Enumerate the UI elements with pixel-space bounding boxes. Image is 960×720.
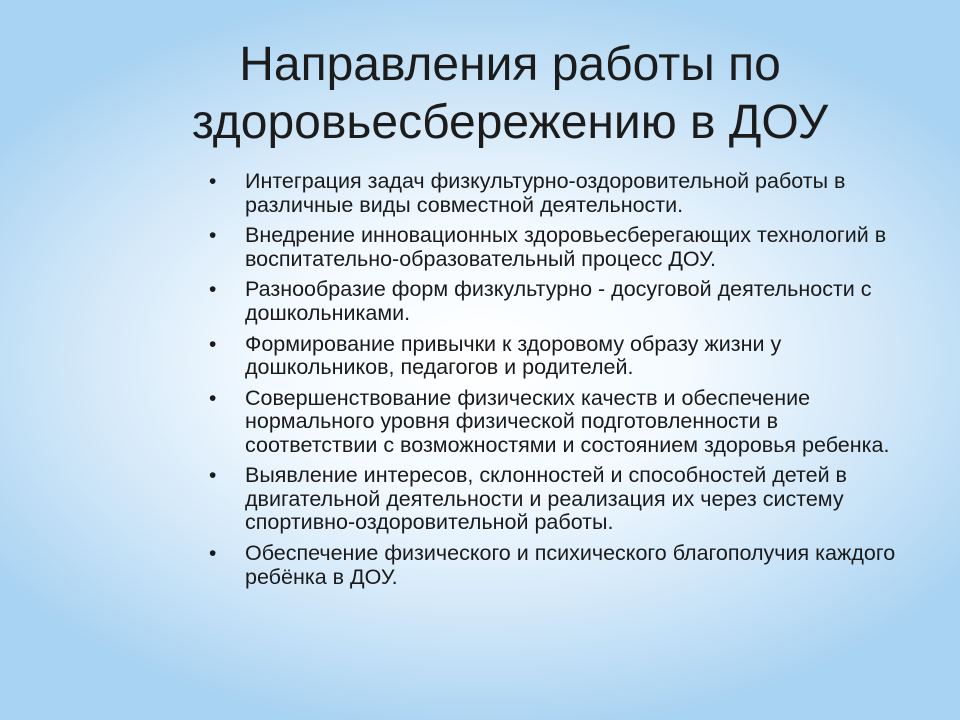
bullet-item bbox=[203, 387, 915, 458]
bullet-dot-icon: • bbox=[209, 278, 217, 302]
bullet-item bbox=[203, 333, 915, 380]
bullet-item bbox=[203, 278, 915, 325]
bullet-list bbox=[203, 170, 915, 596]
bullet-item bbox=[203, 542, 915, 589]
bullet-dot-icon: • bbox=[209, 386, 217, 410]
slide-title: Направления работы по здоровьесбережению в ДОУ bbox=[191, 38, 829, 149]
bullet-dot-icon: • bbox=[209, 224, 217, 248]
bullet-item bbox=[203, 170, 915, 217]
bullet-text: Обеспечение физического и психического благополучия каждого ребёнка в ДОУ. bbox=[245, 541, 896, 589]
bullet-text: Внедрение инновационных здоровьесберегающих технологий в воспитательно-образовательный процесс ДОУ. bbox=[245, 223, 887, 271]
bullet-text: Разнообразие форм физкультурно - досуговой деятельности с дошкольниками. bbox=[245, 277, 872, 325]
bullet-dot-icon: • bbox=[209, 464, 217, 488]
bullet-item bbox=[203, 464, 915, 535]
bullet-text: Интеграция задач физкультурно-оздоровительной работы в различные виды совместной деятельности. bbox=[245, 169, 846, 217]
bullet-dot-icon: • bbox=[209, 332, 217, 356]
bullet-text: Формирование привычки к здоровому образу жизни у дошкольников, педагогов и родителей. bbox=[245, 331, 782, 380]
bullet-item bbox=[203, 224, 915, 271]
bullet-text: Совершенствование физических качеств и обеспечение нормального уровня физической подготовленности в соответствии с возможностями и состоянием здоровья ребенка. bbox=[245, 385, 890, 457]
bullet-text: Выявление интересов, склонностей и способностей детей в двигательной деятельности и реализация их через систему спортивно-оздоровительной работы. bbox=[245, 463, 847, 535]
bullet-dot-icon: • bbox=[209, 170, 217, 193]
bullet-dot-icon: • bbox=[209, 542, 217, 566]
